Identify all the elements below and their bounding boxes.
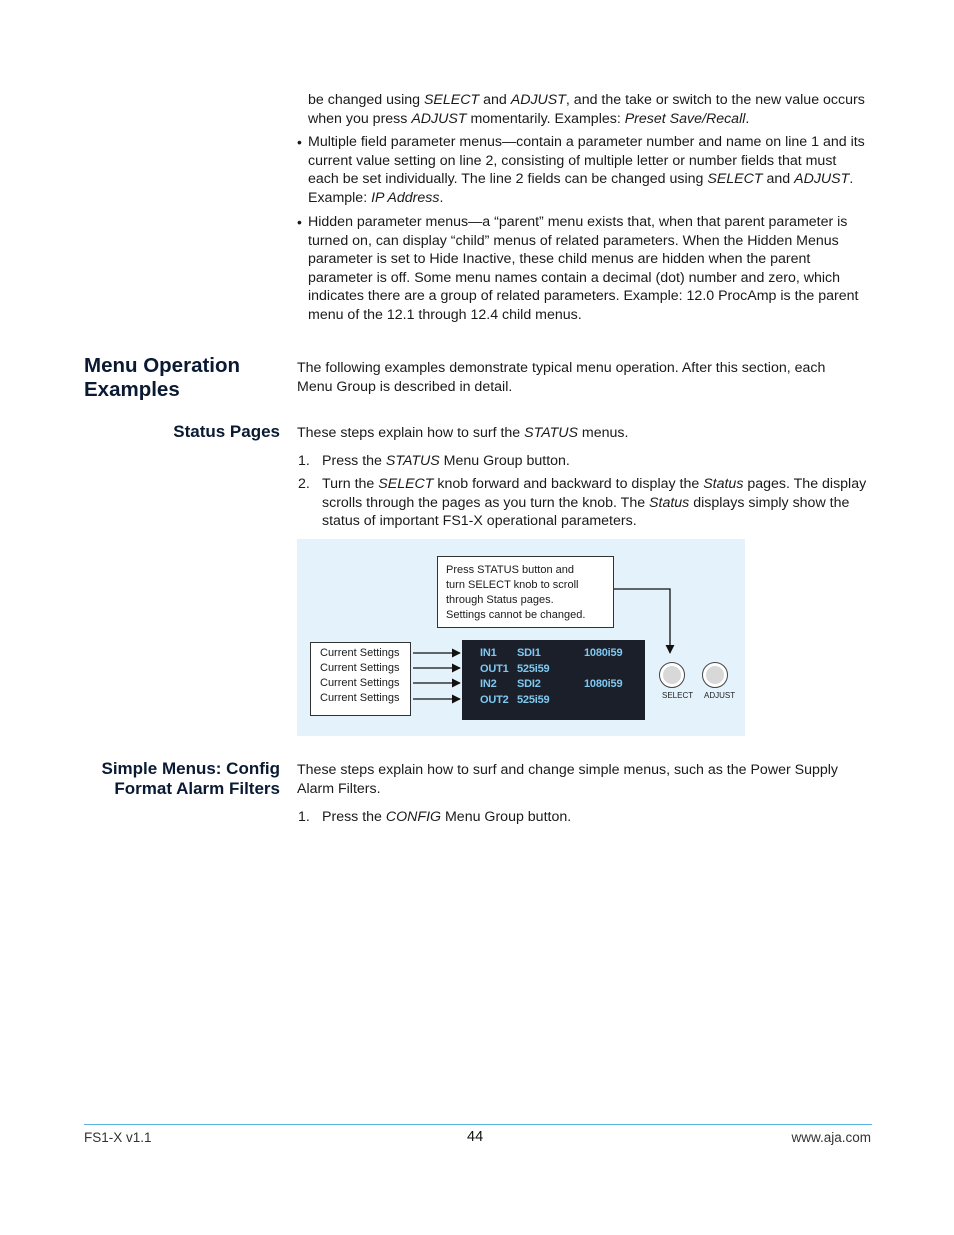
section-heading-simple-menus [40,759,280,799]
status-step-1 [322,452,870,471]
intro-continuation [308,91,868,128]
text: These steps explain how to surf the [297,425,525,441]
lcd-format: 1080i59 [584,647,623,659]
callout-line: turn SELECT knob to scroll [446,579,579,591]
text: STATUS [385,453,440,469]
text: SELECT [423,92,480,108]
status-step-2 [322,475,870,531]
text: displays simply show the status of important FS1-X operational parameters. [322,494,850,530]
status-intro [297,424,857,443]
text: ADJUST [510,92,566,108]
status-callout [437,556,614,628]
text: IP Address [371,189,440,206]
bullet-marker: • [297,134,302,150]
lcd-port: IN2 [480,678,497,690]
text: and [479,92,511,108]
heading-line: Menu Operation [84,354,241,377]
text: ADJUST [411,110,467,127]
text: . [745,110,750,127]
text: SELECT [378,476,434,492]
text: pages. The display scrolls through the pages as you turn the knob. The [322,476,867,511]
lcd-format: 1080i59 [584,678,623,690]
text: Status [703,476,744,492]
callout-line: Press STATUS button and [446,564,574,576]
text: Menu Group button. [439,453,570,469]
lcd-source: 525i59 [517,694,550,706]
current-settings-label: Current Settings [320,692,400,704]
menu-operation-body: The following examples demonstrate typical menu operation. After this section, each Menu Group is described in detail. [297,360,826,395]
text: Preset Save/Recall [624,110,746,127]
bullet-marker: • [297,214,302,230]
footer-page-number: 44 [467,1129,484,1145]
text: . Example: [308,171,854,206]
footer-rule [84,1124,872,1125]
lcd-source: SDI1 [517,647,541,659]
lcd-source: SDI2 [517,678,541,690]
text: STATUS [524,425,578,441]
text: ADJUST [794,171,850,188]
step-number: 1. [298,453,310,469]
status-pages-figure [297,539,745,736]
text: Turn the [322,476,379,492]
text: Status [649,494,690,511]
footer-website: www.aja.com [791,1130,871,1145]
text: be changed using [308,92,424,108]
simple-menus-body: These steps explain how to surf and change simple menus, such as the Power Supply Alarm Filters. [297,762,839,797]
text: SELECT [707,171,763,188]
section-heading-menu-operation [84,354,240,402]
section-heading-status-pages: Status Pages [173,422,280,441]
callout-line: through Status pages. [446,594,554,606]
select-knob-label: SELECT [662,691,694,700]
current-settings-label: Current Settings [320,647,400,659]
text: Press the [322,809,386,825]
callout-line: Settings cannot be changed. [446,609,586,621]
adjust-knob[interactable] [702,662,728,688]
adjust-knob-label: ADJUST [704,691,736,700]
footer-doc-version: FS1-X v1.1 [84,1130,152,1145]
text: CONFIG [385,809,442,825]
text: Press the [322,453,386,469]
heading-line: Examples [84,378,180,401]
text: Multiple field parameter menus—contain a parameter number and name on line 1 and its current value setting on line 2, consisting of multiple letter or number fields that must each be set individually. The line 2 fields can be changed using [308,134,865,188]
heading-line: Format Alarm Filters [114,779,280,798]
text: Menu Group button. [441,809,572,825]
current-settings-label: Current Settings [320,677,400,689]
step-number: 2. [298,476,310,492]
step-number: 1. [298,809,310,825]
heading-line: Simple Menus: Config [101,759,280,778]
text: , and the take or switch to the new value occurs when you press [308,92,865,127]
text: and [762,171,795,188]
lcd-source: 525i59 [517,663,550,675]
bullet-hidden-parameter: Hidden parameter menus—a “parent” menu exists that, when that parent parameter is turned on, can display “child” menus of related parameters. When the Hidden Menus parameter is set to Hide Inactive, these child menus are hidden when the parent parameter is off. Some menu names contain a decimal (dot) number and zero, which indicates there are a group of related parameters. Example: 12.0 ProcAmp is the parent menu of the 12.1 through 12.4 child menus. [308,214,859,323]
lcd-display [462,640,645,720]
current-settings-label: Current Settings [320,662,400,674]
text: knob forward and backward to display the [433,476,704,492]
lcd-port: OUT1 [480,663,509,675]
bullet-multiple-field [308,133,870,207]
text: . [439,189,444,206]
current-settings-box [310,642,411,716]
simple-step-1 [322,808,870,827]
lcd-port: OUT2 [480,694,509,706]
text: momentarily. Examples: [466,110,625,127]
select-knob[interactable] [659,662,685,688]
lcd-port: IN1 [480,647,497,659]
text: menus. [577,425,629,441]
